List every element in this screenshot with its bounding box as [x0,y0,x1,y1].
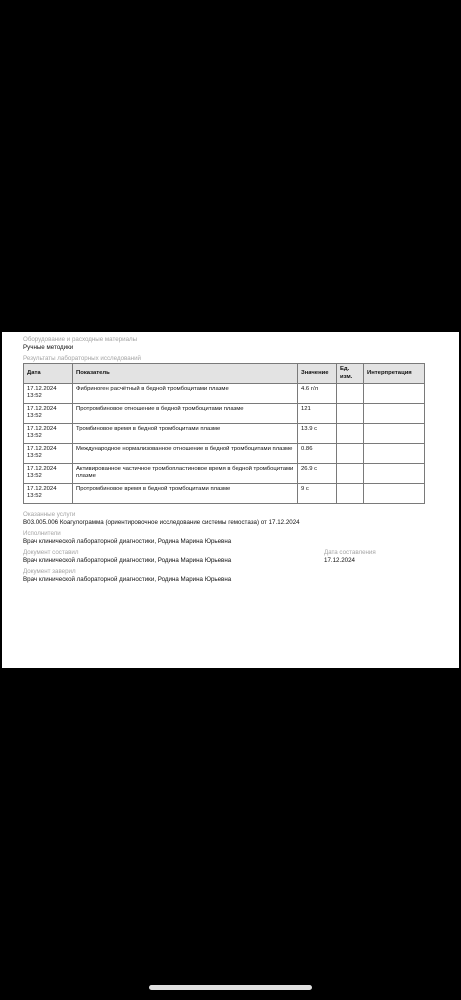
table-row [24,404,425,424]
cell-value: 13.9 с [298,424,337,444]
table-row [24,424,425,444]
table-row [24,384,425,404]
results-table-header [24,364,425,384]
equipment-label: Оборудование и расходные материалы [23,336,138,343]
composed-row [23,549,424,565]
cell-interpretation [364,424,425,444]
cell-interpretation [364,444,425,464]
lab-report-document [2,332,459,668]
cell-indicator: Активированное частичное тромбопластиновое время в бедной тромбоцитами плазме [73,464,298,484]
services-label: Оказанные услуги [23,511,76,518]
cell-unit [337,404,364,424]
header-unit: Ед. изм. [337,364,364,384]
cell-unit [337,424,364,444]
cell-value: 9 с [298,484,337,504]
cell-value: 4.6 г/л [298,384,337,404]
cell-interpretation [364,484,425,504]
cell-unit [337,444,364,464]
cell-indicator: Протромбиновое время в бедной тромбоцитами плазме [73,484,298,504]
composed-value: Врач клинической лабораторной диагностики, Родина Марина Юрьевна [23,557,232,564]
cell-indicator: Тромбиновое время в бедной тромбоцитами плазме [73,424,298,444]
cell-value: 0.86 [298,444,337,464]
cell-date: 17.12.2024 13:52 [24,444,73,464]
cell-value: 26.9 с [298,464,337,484]
table-row [24,484,425,504]
cell-date: 17.12.2024 13:52 [24,404,73,424]
cell-date: 17.12.2024 13:52 [24,424,73,444]
cell-interpretation [364,464,425,484]
equipment-value: Ручные методики [23,344,74,351]
header-interpretation: Интерпретация [364,364,425,384]
results-table [23,363,425,504]
results-label: Результаты лабораторных исследований [23,355,142,362]
cell-value: 121 [298,404,337,424]
cell-interpretation [364,384,425,404]
certified-value: Врач клинической лабораторной диагностики, Родина Марина Юрьевна [23,576,232,583]
header-date: Дата [24,364,73,384]
header-indicator: Показатель [73,364,298,384]
cell-unit [337,384,364,404]
certified-label: Документ заверил [23,568,76,575]
cell-unit [337,464,364,484]
composed-date-label: Дата составления [324,549,376,556]
cell-date: 17.12.2024 13:52 [24,484,73,504]
cell-date: 17.12.2024 13:52 [24,464,73,484]
cell-indicator: Фибриноген расчётный в бедной тромбоцитами плазме [73,384,298,404]
cell-unit [337,484,364,504]
performers-value: Врач клинической лабораторной диагностики, Родина Марина Юрьевна [23,538,232,545]
performers-label: Исполнители [23,530,61,537]
table-row [24,464,425,484]
composed-date-value: 17.12.2024 [324,557,355,564]
cell-interpretation [364,404,425,424]
cell-date: 17.12.2024 13:52 [24,384,73,404]
cell-indicator: Протромбиновое отношение в бедной тромбоцитами плазме [73,404,298,424]
services-value: B03.005.006 Коагулограмма (ориентировочное исследование системы гемостаза) от 17.12.2024 [23,519,300,526]
composed-label: Документ составил [23,549,79,556]
table-row [24,444,425,464]
cell-indicator: Международное нормализованное отношение в бедной тромбоцитами плазме [73,444,298,464]
header-value: Значение [298,364,337,384]
home-indicator[interactable] [149,985,312,990]
